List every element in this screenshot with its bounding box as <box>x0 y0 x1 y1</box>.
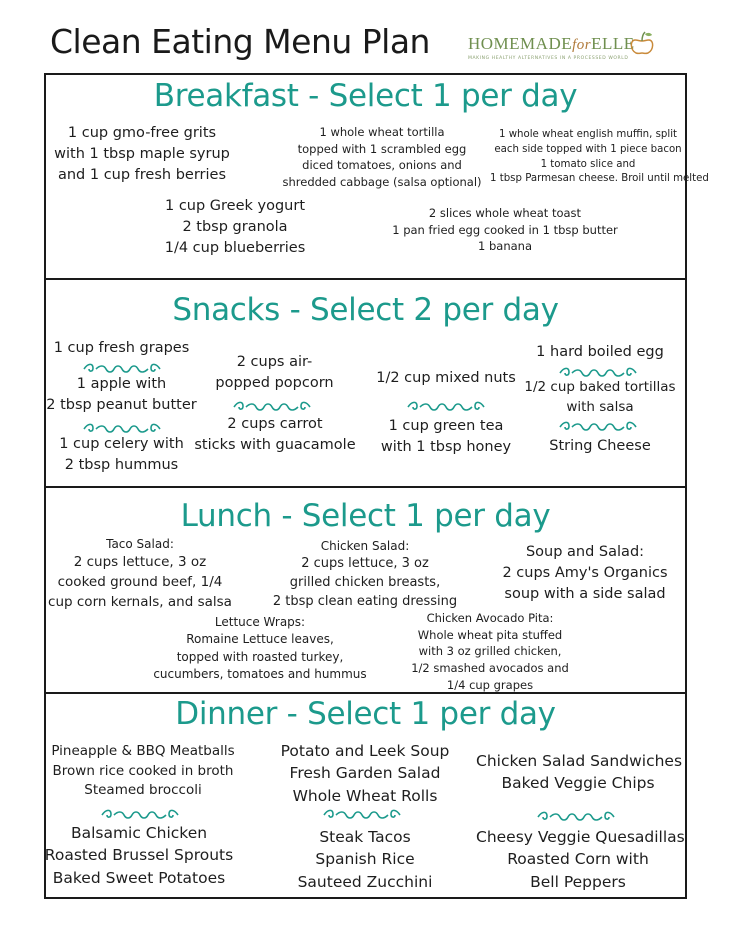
lunch-item: Chicken Salad: 2 cups lettuce, 3 oz grilled chicken breasts, 2 tbsp clean eating dressing <box>272 539 458 610</box>
flourish-divider <box>406 398 486 417</box>
page-title: Clean Eating Menu Plan <box>50 22 430 61</box>
apple-icon <box>628 30 656 56</box>
logo-wordmark: HOMEMADEforELLE <box>468 34 635 53</box>
snack-item: 1 apple with 2 tbsp peanut butter <box>46 376 197 414</box>
logo-tagline: MAKING HEALTHY ALTERNATIVES IN A PROCESSED WORLD <box>468 56 629 61</box>
lunch-item: Soup and Salad: 2 cups Amy's Organics soup with a side salad <box>502 544 668 603</box>
lunch-item: Taco Salad: 2 cups lettuce, 3 oz cooked ground beef, 1/4 cup corn kernals, and salsa <box>48 537 232 610</box>
snack-item: 2 cups air- popped popcorn <box>215 354 334 392</box>
lunch-item: Chicken Avocado Pita: Whole wheat pita stuffed with 3 oz grilled chicken, 1/2 smashed avocados and 1/4 cup grapes <box>411 611 569 692</box>
snack-item: 1 cup fresh grapes <box>53 340 190 356</box>
flourish-divider <box>536 808 616 827</box>
section-divider <box>44 486 687 488</box>
dinner-item: Steak Tacos Spanish Rice Sauteed Zucchini <box>297 828 433 891</box>
dinner-item: Chicken Salad Sandwiches Baked Veggie Chips <box>476 752 683 793</box>
dinner-item: Cheesy Veggie Quesadillas Roasted Corn with Bell Peppers <box>476 828 685 891</box>
lunch-title: Lunch - Select 1 per day <box>180 498 551 534</box>
flourish-divider <box>558 418 638 437</box>
flourish-icon <box>558 421 638 433</box>
dinner-title: Dinner - Select 1 per day <box>175 696 556 732</box>
snack-item: 1 cup celery with 2 tbsp hummus <box>59 436 184 474</box>
dinner-item: Pineapple & BBQ Meatballs Brown rice cooked in broth Steamed broccoli <box>51 743 235 799</box>
snack-item: 1 cup green tea with 1 tbsp honey <box>380 418 512 456</box>
snack-item: 1 hard boiled egg <box>536 344 664 360</box>
snack-item: 1/2 cup mixed nuts <box>376 370 516 386</box>
snack-item: 2 cups carrot sticks with guacamole <box>194 416 356 454</box>
breakfast-item: 2 slices whole wheat toast 1 pan fried egg cooked in 1 tbsp butter 1 banana <box>392 206 618 254</box>
snacks-title: Snacks - Select 2 per day <box>172 292 559 328</box>
flourish-divider <box>322 806 402 825</box>
section-divider <box>44 278 687 280</box>
flourish-icon <box>536 811 616 823</box>
section-divider <box>44 692 687 694</box>
dinner-item: Balsamic Chicken Roasted Brussel Sprouts Baked Sweet Potatoes <box>44 824 234 887</box>
flourish-icon <box>100 809 180 821</box>
breakfast-item: 1 cup Greek yogurt 2 tbsp granola 1/4 cup blueberries <box>164 198 306 257</box>
brand-logo <box>468 30 658 70</box>
breakfast-item: 1 cup gmo-free grits with 1 tbsp maple syrup and 1 cup fresh berries <box>54 125 230 184</box>
flourish-icon <box>322 809 402 821</box>
breakfast-title: Breakfast - Select 1 per day <box>153 78 578 114</box>
lunch-item: Lettuce Wraps: Romaine Lettuce leaves, topped with roasted turkey, cucumbers, tomatoes and hummus <box>153 615 367 682</box>
flourish-icon <box>232 401 312 413</box>
breakfast-item: 1 whole wheat english muffin, split each side topped with 1 piece bacon 1 tomato slice and 1 tbsp Parmesan cheese. Broil until melted <box>490 129 709 185</box>
snack-item: 1/2 cup baked tortillas with salsa <box>524 379 676 415</box>
dinner-item: Potato and Leek Soup Fresh Garden Salad Whole Wheat Rolls <box>280 742 450 805</box>
flourish-icon <box>406 401 486 413</box>
breakfast-item: 1 whole wheat tortilla topped with 1 scrambled egg diced tomatoes, onions and shredded cabbage (salsa optional) <box>282 125 482 190</box>
snack-item: String Cheese <box>549 438 651 454</box>
